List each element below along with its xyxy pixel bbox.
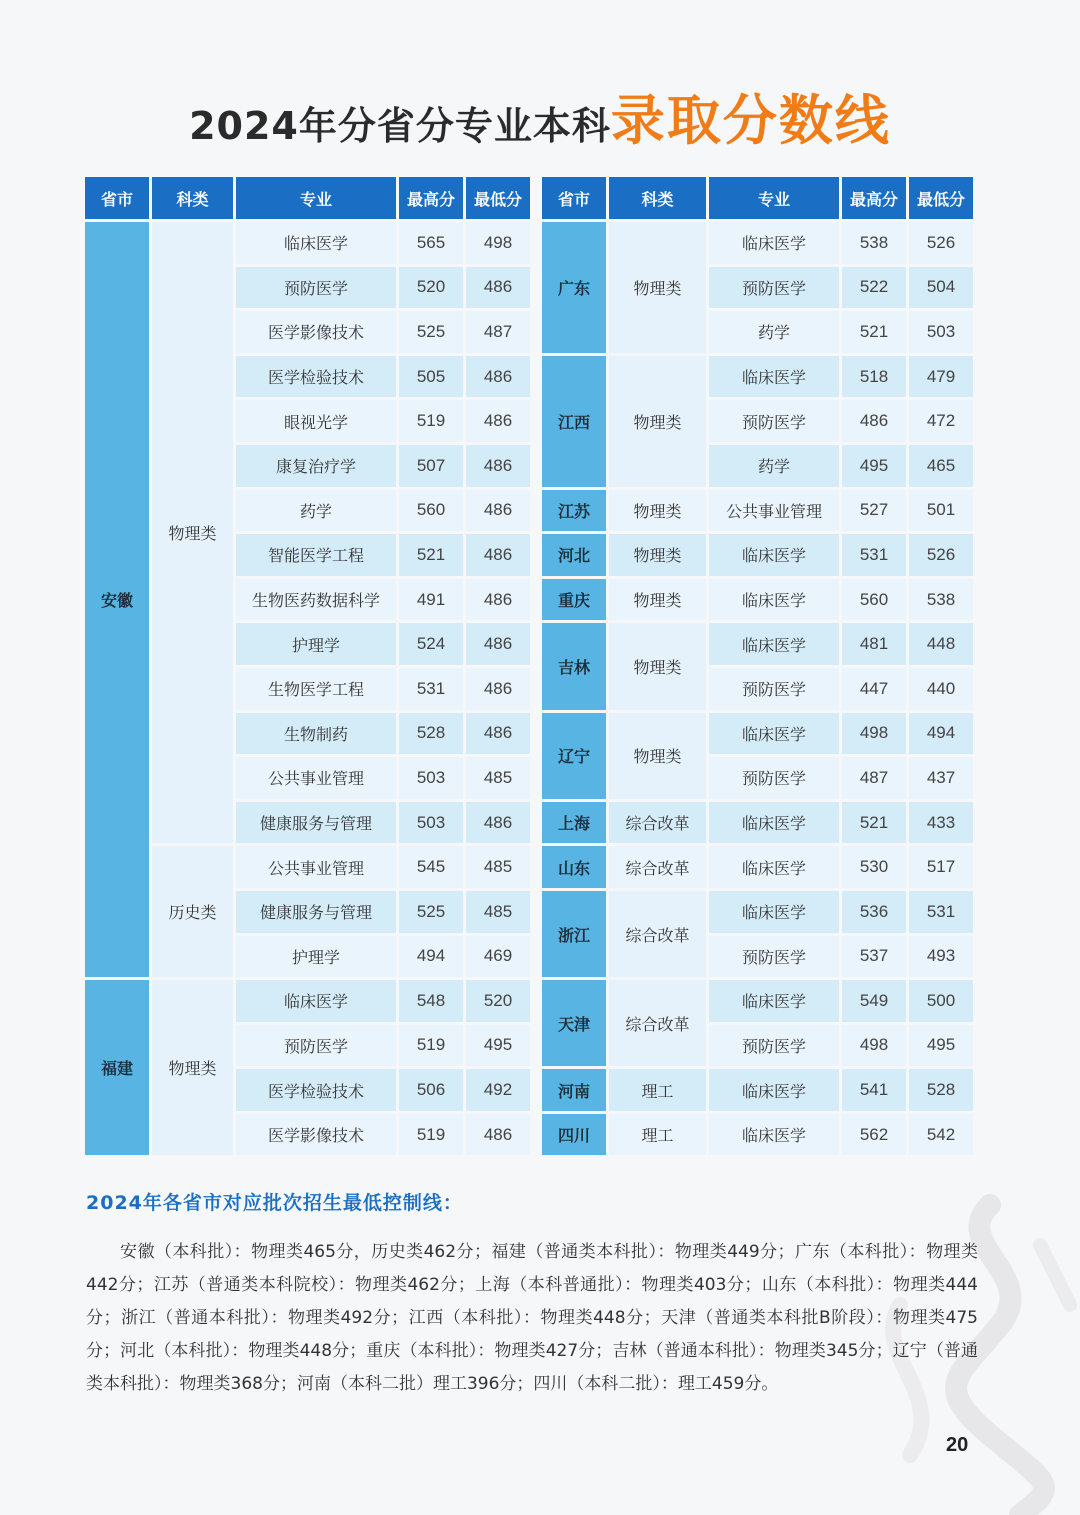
min-score-cell: 501: [909, 490, 973, 532]
page-title-accent: 录取分数线: [610, 89, 891, 152]
major-cell: 预防医学: [709, 267, 839, 309]
min-score-cell: 485: [466, 846, 530, 888]
province-cell: 重庆: [542, 579, 606, 621]
province-cell: 河南: [542, 1069, 606, 1111]
max-score-cell: 503: [399, 802, 463, 844]
table-row: [542, 891, 973, 933]
major-cell: 预防医学: [709, 1025, 839, 1067]
table-row: [542, 1114, 973, 1156]
page-title-main: 2024年分省分专业本科: [189, 104, 611, 148]
max-score-cell: 521: [842, 311, 906, 353]
max-score-cell: 447: [842, 668, 906, 710]
major-cell: 临床医学: [709, 980, 839, 1022]
min-score-cell: 469: [466, 936, 530, 978]
max-score-cell: 521: [399, 534, 463, 576]
table-row: [542, 713, 973, 755]
major-cell: 临床医学: [709, 713, 839, 755]
category-cell: 物理类: [609, 356, 706, 487]
min-score-cell: 433: [909, 802, 973, 844]
max-score-cell: 528: [399, 713, 463, 755]
max-score-cell: 507: [399, 445, 463, 487]
min-score-cell: 493: [909, 936, 973, 978]
major-cell: 智能医学工程: [236, 534, 396, 576]
province-cell: 上海: [542, 802, 606, 844]
table-row: [542, 356, 973, 398]
table-row: [542, 534, 973, 576]
table-row: [542, 802, 973, 844]
major-cell: 生物医学工程: [236, 668, 396, 710]
min-score-cell: 495: [909, 1025, 973, 1067]
category-cell: 综合改革: [609, 846, 706, 888]
province-cell: 天津: [542, 980, 606, 1066]
min-score-cell: 487: [466, 311, 530, 353]
table-row: [542, 267, 973, 309]
category-cell: 综合改革: [609, 980, 706, 1066]
max-score-cell: 503: [399, 757, 463, 799]
min-score-cell: 472: [909, 400, 973, 442]
min-score-cell: 486: [466, 802, 530, 844]
max-score-cell: 519: [399, 1025, 463, 1067]
category-cell: 物理类: [152, 980, 233, 1155]
table-row: [542, 846, 973, 888]
max-score-cell: 520: [399, 267, 463, 309]
province-cell: 浙江: [542, 891, 606, 977]
category-cell: 综合改革: [609, 891, 706, 977]
province-cell: 安徽: [85, 222, 149, 977]
min-score-cell: 526: [909, 222, 973, 264]
major-cell: 公共事业管理: [709, 490, 839, 532]
header-max-score: 最高分: [842, 177, 906, 219]
major-cell: 药学: [709, 445, 839, 487]
max-score-cell: 518: [842, 356, 906, 398]
max-score-cell: 487: [842, 757, 906, 799]
major-cell: 临床医学: [709, 534, 839, 576]
province-cell: 江西: [542, 356, 606, 487]
table-row: [542, 222, 973, 264]
min-score-cell: 542: [909, 1114, 973, 1156]
table-row: [542, 311, 973, 353]
category-cell: 物理类: [609, 222, 706, 353]
cutoff-section-title: 2024年各省市对应批次招生最低控制线：: [86, 1192, 463, 1214]
header-category: 科类: [609, 177, 706, 219]
min-score-cell: 486: [466, 400, 530, 442]
max-score-cell: 486: [842, 400, 906, 442]
major-cell: 临床医学: [709, 1114, 839, 1156]
major-cell: 公共事业管理: [236, 846, 396, 888]
min-score-cell: 486: [466, 1114, 530, 1156]
province-cell: 辽宁: [542, 713, 606, 799]
max-score-cell: 491: [399, 579, 463, 621]
major-cell: 临床医学: [709, 623, 839, 665]
major-cell: 医学影像技术: [236, 311, 396, 353]
category-cell: 历史类: [152, 846, 233, 977]
major-cell: 医学检验技术: [236, 1069, 396, 1111]
min-score-cell: 486: [466, 445, 530, 487]
max-score-cell: 560: [842, 579, 906, 621]
table-row: [542, 400, 973, 442]
header-min-score: 最低分: [909, 177, 973, 219]
major-cell: 临床医学: [236, 980, 396, 1022]
major-cell: 临床医学: [709, 846, 839, 888]
min-score-cell: 486: [466, 713, 530, 755]
major-cell: 预防医学: [709, 757, 839, 799]
major-cell: 健康服务与管理: [236, 891, 396, 933]
cutoff-description: 安徽（本科批）：物理类465分，历史类462分；福建（普通类本科批）：物理类449分；广东（本科批）：物理类442分；江苏（普通类本科院校）：物理类462分；上海（本科普通批）：物理类403分；山东（本科批）：物理类444分；浙江（普通本科批）：物理类492分；江西（本科批）：物理类448分；天津（普通类本科批B阶段）：物理类475分；河北（本科批）：物理类448分；重庆（本科批）：物理类427分；吉林（普通本科批）：物理类345分；辽宁（普通类本科批）：物理类368分；河南（本科二批）理工396分；四川（本科二批）：理工459分。: [86, 1242, 978, 1394]
min-score-cell: 479: [909, 356, 973, 398]
table-row: [542, 579, 973, 621]
major-cell: 预防医学: [236, 1025, 396, 1067]
min-score-cell: 494: [909, 713, 973, 755]
max-score-cell: 495: [842, 445, 906, 487]
min-score-cell: 500: [909, 980, 973, 1022]
table-row: [542, 980, 973, 1022]
category-cell: 理工: [609, 1114, 706, 1156]
max-score-cell: 519: [399, 400, 463, 442]
province-cell: 江苏: [542, 490, 606, 532]
min-score-cell: 504: [909, 267, 973, 309]
min-score-cell: 520: [466, 980, 530, 1022]
max-score-cell: 537: [842, 936, 906, 978]
major-cell: 临床医学: [709, 802, 839, 844]
category-cell: 物理类: [609, 623, 706, 709]
min-score-cell: 495: [466, 1025, 530, 1067]
max-score-cell: 519: [399, 1114, 463, 1156]
max-score-cell: 498: [842, 713, 906, 755]
major-cell: 药学: [236, 490, 396, 532]
min-score-cell: 485: [466, 757, 530, 799]
category-cell: 理工: [609, 1069, 706, 1111]
header-major: 专业: [236, 177, 396, 219]
max-score-cell: 498: [842, 1025, 906, 1067]
table-row: [542, 623, 973, 665]
major-cell: 健康服务与管理: [236, 802, 396, 844]
min-score-cell: 503: [909, 311, 973, 353]
max-score-cell: 531: [399, 668, 463, 710]
header-min-score: 最低分: [466, 177, 530, 219]
max-score-cell: 538: [842, 222, 906, 264]
min-score-cell: 528: [909, 1069, 973, 1111]
major-cell: 康复治疗学: [236, 445, 396, 487]
table-row: [542, 757, 973, 799]
min-score-cell: 486: [466, 267, 530, 309]
max-score-cell: 521: [842, 802, 906, 844]
header-province: 省市: [85, 177, 149, 219]
max-score-cell: 545: [399, 846, 463, 888]
header-province: 省市: [542, 177, 606, 219]
major-cell: 医学检验技术: [236, 356, 396, 398]
header-max-score: 最高分: [399, 177, 463, 219]
table-row: [85, 846, 530, 888]
major-cell: 护理学: [236, 623, 396, 665]
major-cell: 公共事业管理: [236, 757, 396, 799]
max-score-cell: 531: [842, 534, 906, 576]
max-score-cell: 565: [399, 222, 463, 264]
min-score-cell: 437: [909, 757, 973, 799]
category-cell: 物理类: [609, 490, 706, 532]
max-score-cell: 530: [842, 846, 906, 888]
table-row: [542, 1025, 973, 1067]
category-cell: 物理类: [609, 534, 706, 576]
min-score-cell: 538: [909, 579, 973, 621]
min-score-cell: 486: [466, 623, 530, 665]
min-score-cell: 486: [466, 668, 530, 710]
category-cell: 物理类: [609, 713, 706, 799]
major-cell: 医学影像技术: [236, 1114, 396, 1156]
major-cell: 临床医学: [709, 222, 839, 264]
province-cell: 广东: [542, 222, 606, 353]
page-number: 20: [946, 1434, 969, 1456]
min-score-cell: 492: [466, 1069, 530, 1111]
table-row: [85, 222, 530, 264]
header-major: 专业: [709, 177, 839, 219]
max-score-cell: 524: [399, 623, 463, 665]
major-cell: 眼视光学: [236, 400, 396, 442]
min-score-cell: 526: [909, 534, 973, 576]
major-cell: 预防医学: [709, 936, 839, 978]
major-cell: 药学: [709, 311, 839, 353]
major-cell: 临床医学: [709, 1069, 839, 1111]
major-cell: 生物医药数据科学: [236, 579, 396, 621]
category-cell: 综合改革: [609, 802, 706, 844]
max-score-cell: 562: [842, 1114, 906, 1156]
table-row: [542, 445, 973, 487]
max-score-cell: 525: [399, 311, 463, 353]
major-cell: 预防医学: [709, 400, 839, 442]
major-cell: 临床医学: [709, 891, 839, 933]
max-score-cell: 525: [399, 891, 463, 933]
min-score-cell: 498: [466, 222, 530, 264]
header-category: 科类: [152, 177, 233, 219]
major-cell: 预防医学: [236, 267, 396, 309]
max-score-cell: 506: [399, 1069, 463, 1111]
min-score-cell: 486: [466, 534, 530, 576]
max-score-cell: 505: [399, 356, 463, 398]
score-table-right: [539, 174, 976, 1158]
page-title: [0, 78, 1080, 155]
max-score-cell: 536: [842, 891, 906, 933]
province-cell: 吉林: [542, 623, 606, 709]
min-score-cell: 465: [909, 445, 973, 487]
major-cell: 临床医学: [709, 356, 839, 398]
major-cell: 临床医学: [709, 579, 839, 621]
max-score-cell: 527: [842, 490, 906, 532]
major-cell: 护理学: [236, 936, 396, 978]
table-row: [542, 936, 973, 978]
province-cell: 山东: [542, 846, 606, 888]
min-score-cell: 531: [909, 891, 973, 933]
major-cell: 预防医学: [709, 668, 839, 710]
max-score-cell: 494: [399, 936, 463, 978]
major-cell: 临床医学: [236, 222, 396, 264]
min-score-cell: 486: [466, 490, 530, 532]
max-score-cell: 522: [842, 267, 906, 309]
min-score-cell: 448: [909, 623, 973, 665]
min-score-cell: 440: [909, 668, 973, 710]
max-score-cell: 548: [399, 980, 463, 1022]
table-row: [85, 980, 530, 1022]
province-cell: 四川: [542, 1114, 606, 1156]
category-cell: 物理类: [609, 579, 706, 621]
min-score-cell: 486: [466, 356, 530, 398]
min-score-cell: 517: [909, 846, 973, 888]
table-row: [542, 490, 973, 532]
table-row: [542, 1069, 973, 1111]
max-score-cell: 541: [842, 1069, 906, 1111]
min-score-cell: 486: [466, 579, 530, 621]
max-score-cell: 549: [842, 980, 906, 1022]
category-cell: 物理类: [152, 222, 233, 843]
max-score-cell: 481: [842, 623, 906, 665]
min-score-cell: 485: [466, 891, 530, 933]
score-table-left: [82, 174, 533, 1158]
province-cell: 福建: [85, 980, 149, 1155]
max-score-cell: 560: [399, 490, 463, 532]
major-cell: 生物制药: [236, 713, 396, 755]
table-row: [542, 668, 973, 710]
province-cell: 河北: [542, 534, 606, 576]
